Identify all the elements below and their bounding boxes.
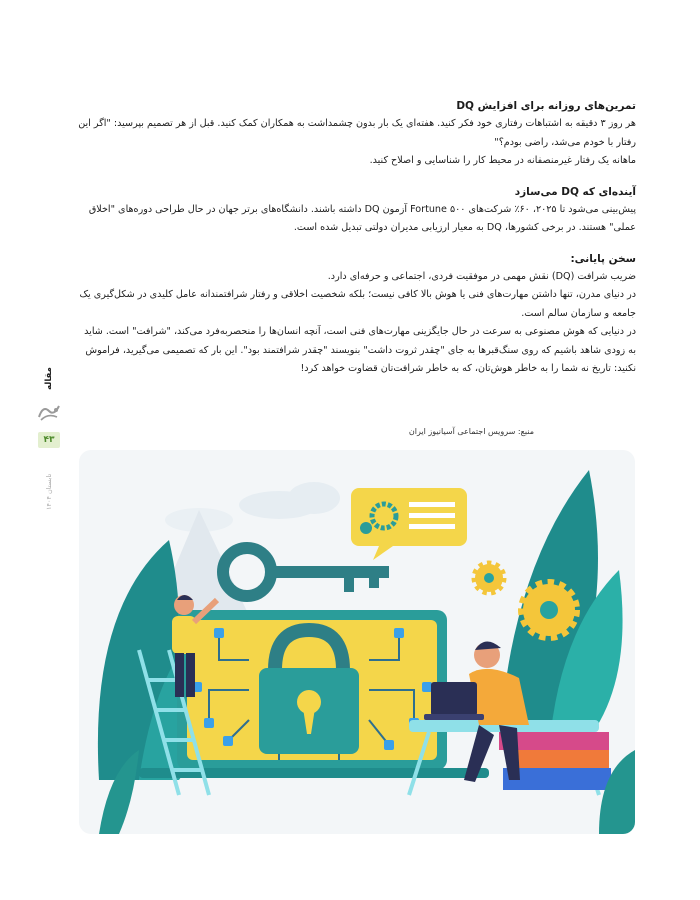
key-icon [223,548,389,596]
section-heading: تمرین‌های روزانه برای افزایش DQ [456,100,636,112]
magazine-logo-icon [36,402,62,422]
cybersecurity-illustration [79,450,635,834]
gear-icon [523,584,575,636]
paragraph: هر روز ۳ دقیقه به اشتباهات رفتاری خود فکر کنید. هفته‌ای یک بار بدون چشمداشت به همکاران کمک کنید. قبل از هر تصمیم بپرسید: "اگر این رفتار با خودم می‌شد، راضی بودم؟" [78,118,636,148]
page-number: ۴۳ [38,432,60,448]
gear-icon [475,564,503,592]
gear-bubble-icon [351,488,467,560]
section-heading: آینده‌ای که DQ می‌سازد [514,185,636,198]
article-body [74,98,636,392]
section-dq-exercises [74,98,636,171]
section-heading: سخن پایانی: [570,252,636,265]
cloud-shape [288,482,340,514]
paragraph: پیش‌بینی می‌شود تا ۲۰۲۵، ۶۰٪ شرکت‌های Fortune ۵۰۰ آزمون DQ داشته باشند. دانشگاه‌های برتر جهان در حال طراحی دوره‌های "اخلاق عملی" هستند. در برخی کشورها، DQ به معیار ارزیابی مدیران دولتی تبدیل شده است. [88,203,636,233]
section-conclusion [74,251,636,379]
paragraph: در دنیایی که هوش مصنوعی به سرعت در حال جایگزینی مهارت‌های فنی است، آنچه انسان‌ها را منحصربه‌فرد می‌کند، "شرافت" است. شاید به زودی شاهد باشیم که روی سنگ‌قبرها به جای "چقدر ثروت داشت" بنویسند "چقدر شرافتمند بود". این بار که تصمیمی می‌گیرید، فراموش نکنید: تاریخ نه شما را به خاطر هوش‌تان، که به خاطر شرافت‌تان قضاوت خواهد کرد! [84,326,636,374]
paragraph: ضریب شرافت (DQ) نقش مهمی در موفقیت فردی، اجتماعی و حرفه‌ای دارد. [327,270,636,282]
issue-date: تابستان ۱۴۰۴ [45,473,53,510]
page-sidebar [22,360,62,550]
source-credit: منبع: سرویس اجتماعی آسیانیوز ایران [408,427,534,436]
section-label: مقاله [44,367,54,390]
section-dq-future [74,184,636,238]
paragraph: ماهانه یک رفتار غیرمنصفانه در محیط کار را شناسایی و اصلاح کنید. [369,155,636,166]
paragraph: در دنیای مدرن، تنها داشتن مهارت‌های فنی یا هوش بالا کافی نیست؛ بلکه شخصیت اخلاقی و رفتار شرافتمندانه عامل کلیدی در شکل‌گیری یک جامعه و سازمان سالم است. [79,289,636,319]
